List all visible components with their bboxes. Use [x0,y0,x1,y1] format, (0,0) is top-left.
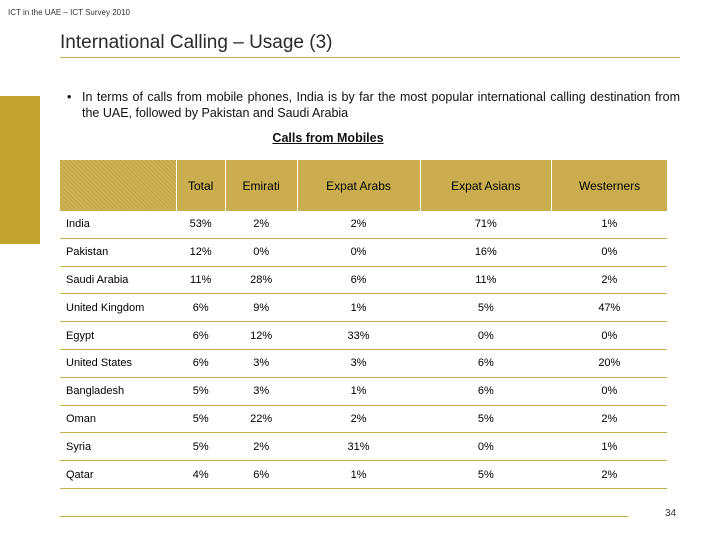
cell-emirati: 6% [225,461,297,489]
cell-expat-asians: 71% [420,211,552,238]
cell-total: 5% [176,405,225,433]
header-total: Total [176,160,225,211]
cell-emirati: 9% [225,294,297,322]
cell-expat-asians: 0% [420,433,552,461]
table-header-row [60,160,667,211]
cell-westerners: 1% [552,211,667,238]
cell-westerners: 47% [552,294,667,322]
cell-country: United Kingdom [60,294,176,322]
cell-expat-arabs: 31% [297,433,420,461]
cell-emirati: 2% [225,433,297,461]
cell-country: Oman [60,405,176,433]
cell-country: Bangladesh [60,377,176,405]
cell-expat-asians: 0% [420,322,552,350]
cell-expat-arabs: 2% [297,405,420,433]
table-row [60,405,667,433]
cell-expat-arabs: 1% [297,294,420,322]
calls-table [60,160,667,489]
bullet-icon: • [67,90,72,104]
page-number: 34 [665,508,677,519]
table-body [60,211,667,488]
cell-total: 6% [176,322,225,350]
bullet-text: In terms of calls from mobile phones, India is by far the most popular international calling destination from the UAE, followed by Pakistan and Saudi Arabia [82,90,680,120]
cell-total: 6% [176,294,225,322]
cell-emirati: 22% [225,405,297,433]
cell-westerners: 0% [552,238,667,266]
cell-expat-arabs: 3% [297,349,420,377]
cell-expat-asians: 6% [420,377,552,405]
cell-country: Pakistan [60,238,176,266]
cell-country: United States [60,349,176,377]
cell-westerners: 2% [552,405,667,433]
cell-expat-asians: 11% [420,266,552,294]
table-row [60,461,667,489]
cell-emirati: 3% [225,349,297,377]
table-row [60,266,667,294]
footer-divider [60,516,628,517]
table-title: Calls from Mobiles [272,131,384,145]
header-westerners: Westerners [552,160,667,211]
cell-westerners: 0% [552,377,667,405]
cell-expat-arabs: 1% [297,461,420,489]
cell-expat-arabs: 1% [297,377,420,405]
cell-expat-arabs: 2% [297,211,420,238]
cell-emirati: 12% [225,322,297,350]
table-row [60,238,667,266]
cell-country: Egypt [60,322,176,350]
title-divider [60,57,680,58]
table-row [60,294,667,322]
cell-expat-arabs: 33% [297,322,420,350]
cell-westerners: 20% [552,349,667,377]
cell-westerners: 2% [552,461,667,489]
cell-expat-asians: 5% [420,294,552,322]
header-expat-arabs: Expat Arabs [297,160,420,211]
cell-expat-asians: 16% [420,238,552,266]
cell-emirati: 2% [225,211,297,238]
header-corner [60,160,176,211]
table-row [60,377,667,405]
cell-emirati: 28% [225,266,297,294]
header-caption: ICT in the UAE – ICT Survey 2010 [8,8,130,17]
cell-country: India [60,211,176,238]
cell-expat-arabs: 0% [297,238,420,266]
header-expat-asians: Expat Asians [420,160,552,211]
slide-title: International Calling – Usage (3) [60,32,333,53]
table-row [60,349,667,377]
cell-expat-asians: 6% [420,349,552,377]
cell-expat-asians: 5% [420,461,552,489]
cell-country: Syria [60,433,176,461]
decorative-side-bar [0,96,40,244]
bullet-point [67,89,680,121]
table-row [60,211,667,238]
cell-total: 53% [176,211,225,238]
cell-expat-arabs: 6% [297,266,420,294]
cell-total: 11% [176,266,225,294]
cell-emirati: 0% [225,238,297,266]
cell-total: 5% [176,377,225,405]
cell-total: 5% [176,433,225,461]
cell-westerners: 2% [552,266,667,294]
cell-total: 12% [176,238,225,266]
cell-total: 4% [176,461,225,489]
cell-expat-asians: 5% [420,405,552,433]
cell-emirati: 3% [225,377,297,405]
table-row [60,322,667,350]
table-row [60,433,667,461]
cell-country: Saudi Arabia [60,266,176,294]
header-emirati: Emirati [225,160,297,211]
cell-total: 6% [176,349,225,377]
cell-westerners: 0% [552,322,667,350]
cell-country: Qatar [60,461,176,489]
cell-westerners: 1% [552,433,667,461]
